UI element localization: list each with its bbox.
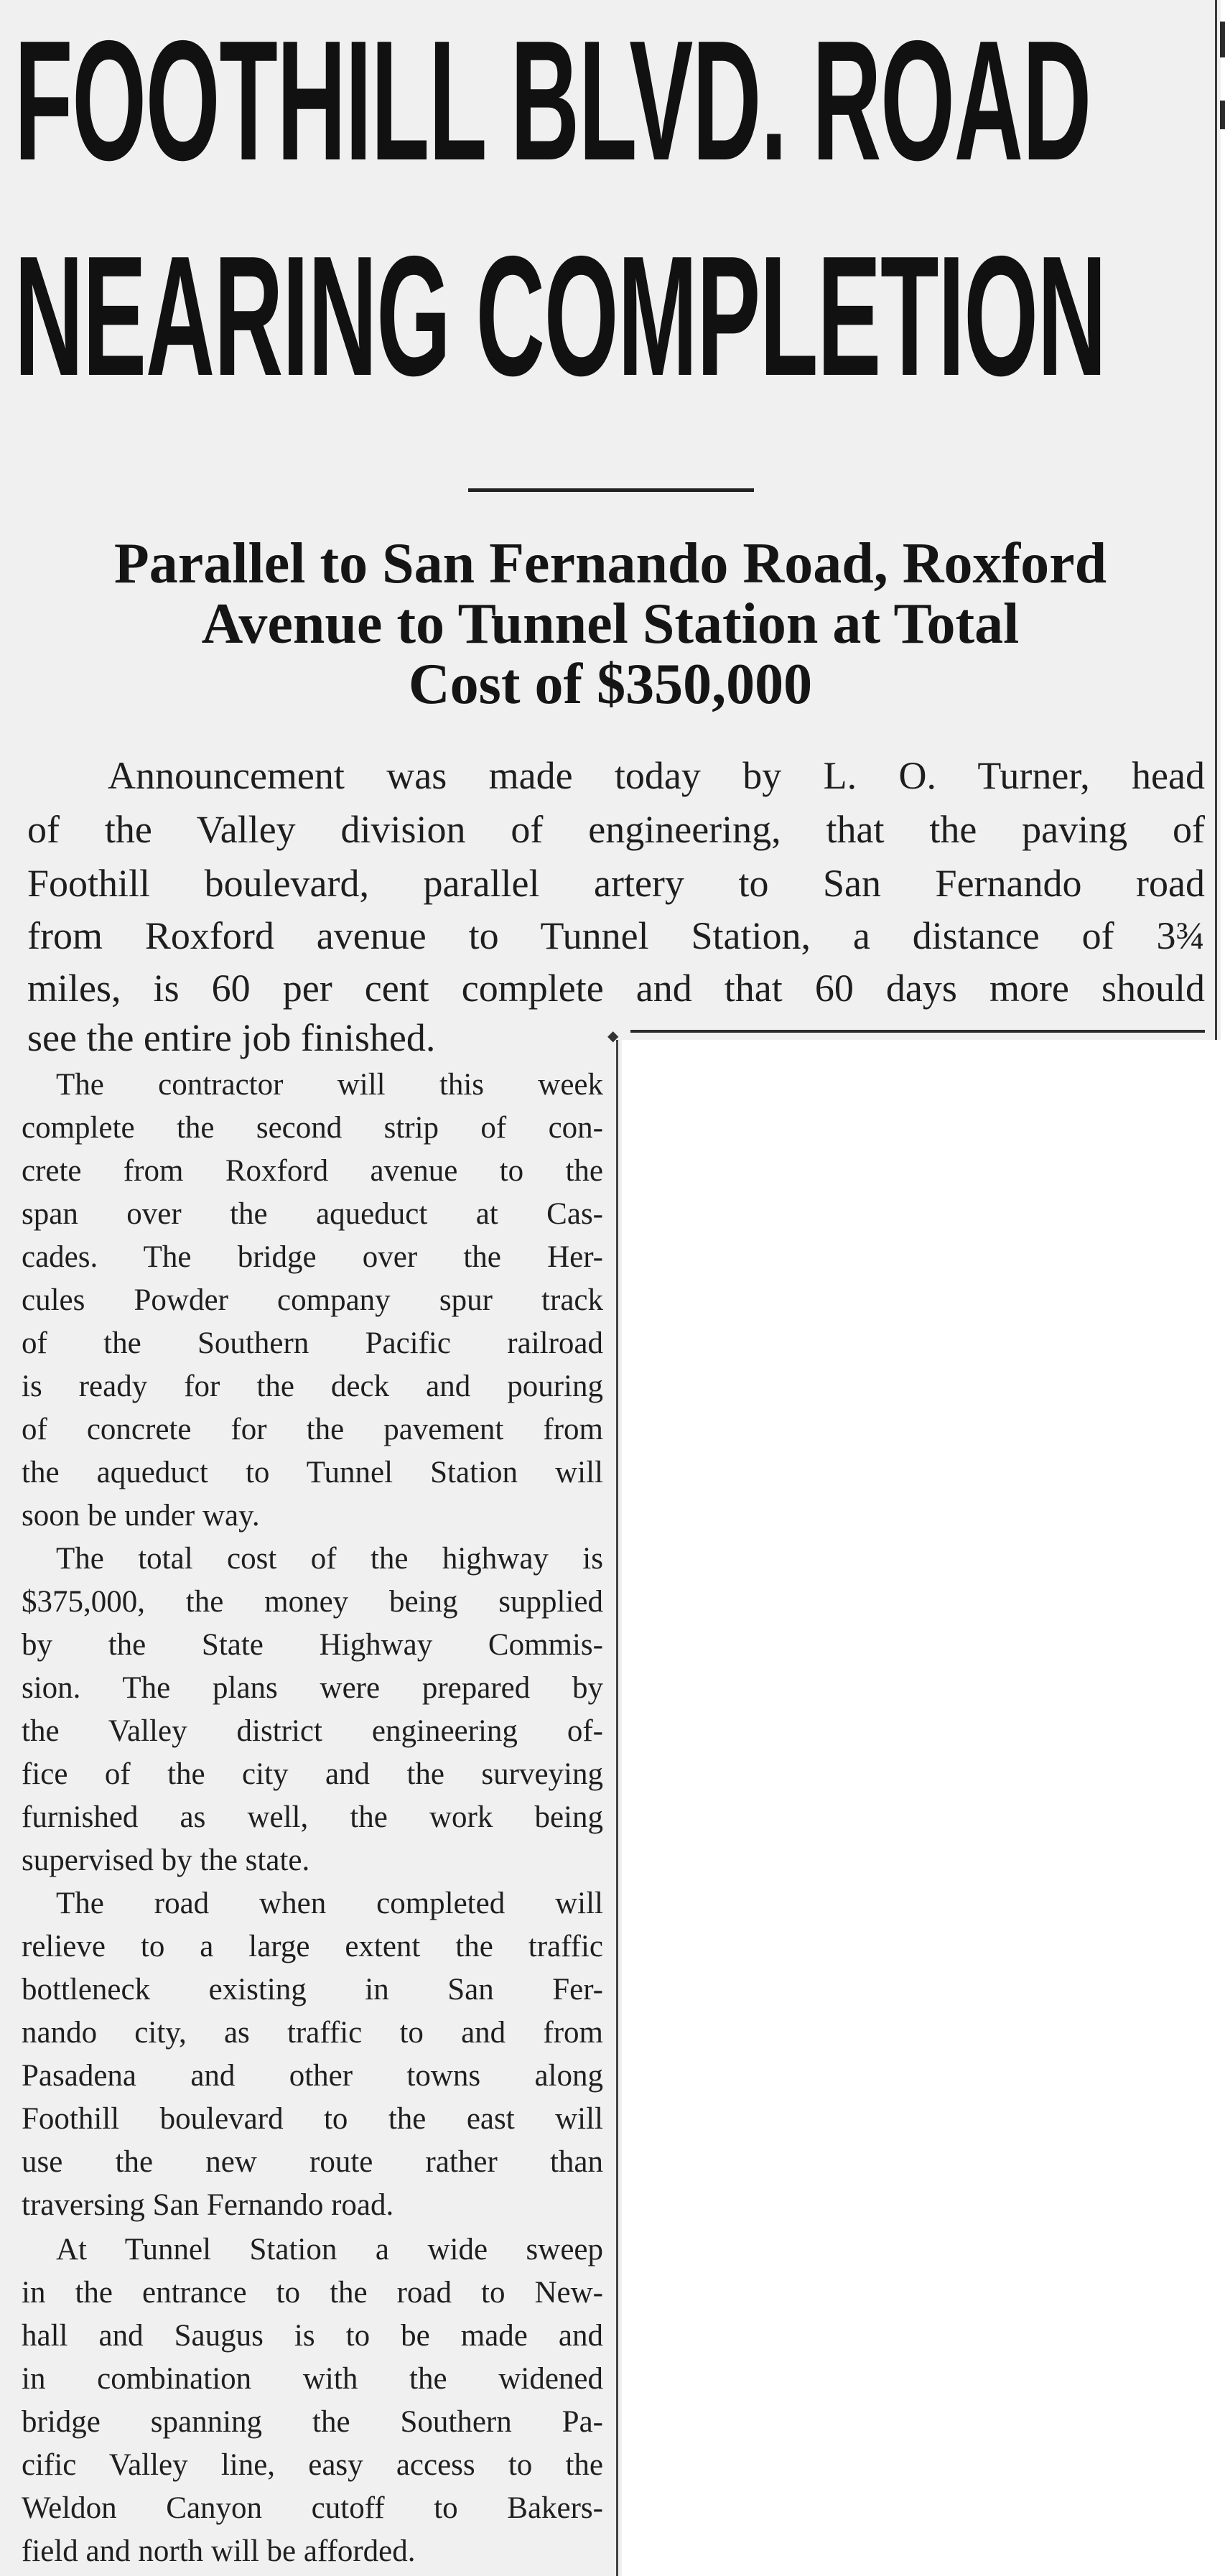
body-line: $375,000, the money being supplied (22, 1585, 603, 1619)
body-line: The total cost of the highway is (56, 1542, 603, 1576)
body-line: in combination with the widened (22, 2362, 603, 2396)
body-line: the aqueduct to Tunnel Station will (22, 1456, 603, 1489)
body-line: supervised by the state. (22, 1843, 310, 1877)
edge-ink-mark (1220, 101, 1225, 129)
lead-paragraph-line: see the entire job finished. (27, 1016, 436, 1059)
subheadline-line-1: Parallel to San Fernando Road, Roxford (113, 532, 1107, 595)
body-line: relieve to a large extent the traffic (22, 1930, 603, 1963)
headline-line-2: NEARING COMPLETION (14, 221, 1106, 411)
body-line: in the entrance to the road to New- (22, 2276, 603, 2310)
body-line: furnished as well, the work being (22, 1800, 603, 1834)
right-column-rule (1215, 0, 1217, 1040)
body-line: soon be under way. (22, 1499, 260, 1533)
subheadline-line-2: Avenue to Tunnel Station at Total (201, 592, 1020, 656)
headline-divider (468, 488, 754, 492)
lead-paragraph-line: Foothill boulevard, parallel artery to San Fernando road (27, 862, 1205, 905)
body-line: use the new route rather than (22, 2145, 603, 2179)
body-line: At Tunnel Station a wide sweep (56, 2233, 603, 2266)
body-line: The road when completed will (56, 1887, 603, 1920)
lead-paragraph-line: of the Valley division of engineering, that the paving of (27, 808, 1205, 851)
body-line: is ready for the deck and pouring (22, 1370, 603, 1403)
lead-paragraph-line: from Roxford avenue to Tunnel Station, a distance of 3¾ (27, 914, 1205, 957)
body-line: the Valley district engineering of- (22, 1714, 603, 1748)
body-line: nando city, as traffic to and from (22, 2016, 603, 2050)
lead-end-mark: ◆ (607, 1027, 619, 1044)
headline-line-1: FOOTHILL BLVD. ROAD (14, 6, 1091, 196)
subheadline-line-3: Cost of $350,000 (408, 653, 813, 716)
lead-end-rule (630, 1030, 1205, 1033)
body-line: cific Valley line, easy access to the (22, 2448, 603, 2482)
body-line: crete from Roxford avenue to the (22, 1154, 603, 1188)
body-line: field and north will be afforded. (22, 2534, 416, 2568)
body-line: cules Powder company spur track (22, 1283, 603, 1317)
body-line: The contractor will this week (56, 1068, 603, 1102)
body-line: sion. The plans were prepared by (22, 1671, 603, 1705)
body-line: bottleneck existing in San Fer- (22, 1973, 603, 2007)
body-line: traversing San Fernando road. (22, 2188, 394, 2222)
body-line: Weldon Canyon cutoff to Bakers- (22, 2491, 603, 2525)
body-line: hall and Saugus is to be made and (22, 2319, 603, 2353)
body-line: Pasadena and other towns along (22, 2059, 603, 2093)
body-line: bridge spanning the Southern Pa- (22, 2405, 603, 2439)
body-line: complete the second strip of con- (22, 1111, 603, 1145)
lead-paragraph-line: miles, is 60 per cent complete and that 60 days more should (27, 967, 1205, 1010)
body-line: of the Southern Pacific railroad (22, 1326, 603, 1360)
body-line: by the State Highway Commis- (22, 1628, 603, 1662)
body-line: of concrete for the pavement from (22, 1413, 603, 1446)
lead-paragraph-line: Announcement was made today by L. O. Turner, head (108, 754, 1205, 797)
edge-ink-mark (1220, 22, 1225, 57)
body-line: Foothill boulevard to the east will (22, 2102, 603, 2136)
body-line: fice of the city and the surveying (22, 1757, 603, 1791)
body-line: span over the aqueduct at Cas- (22, 1197, 603, 1231)
column-rule (616, 1040, 618, 2576)
body-line: cades. The bridge over the Her- (22, 1240, 603, 1274)
